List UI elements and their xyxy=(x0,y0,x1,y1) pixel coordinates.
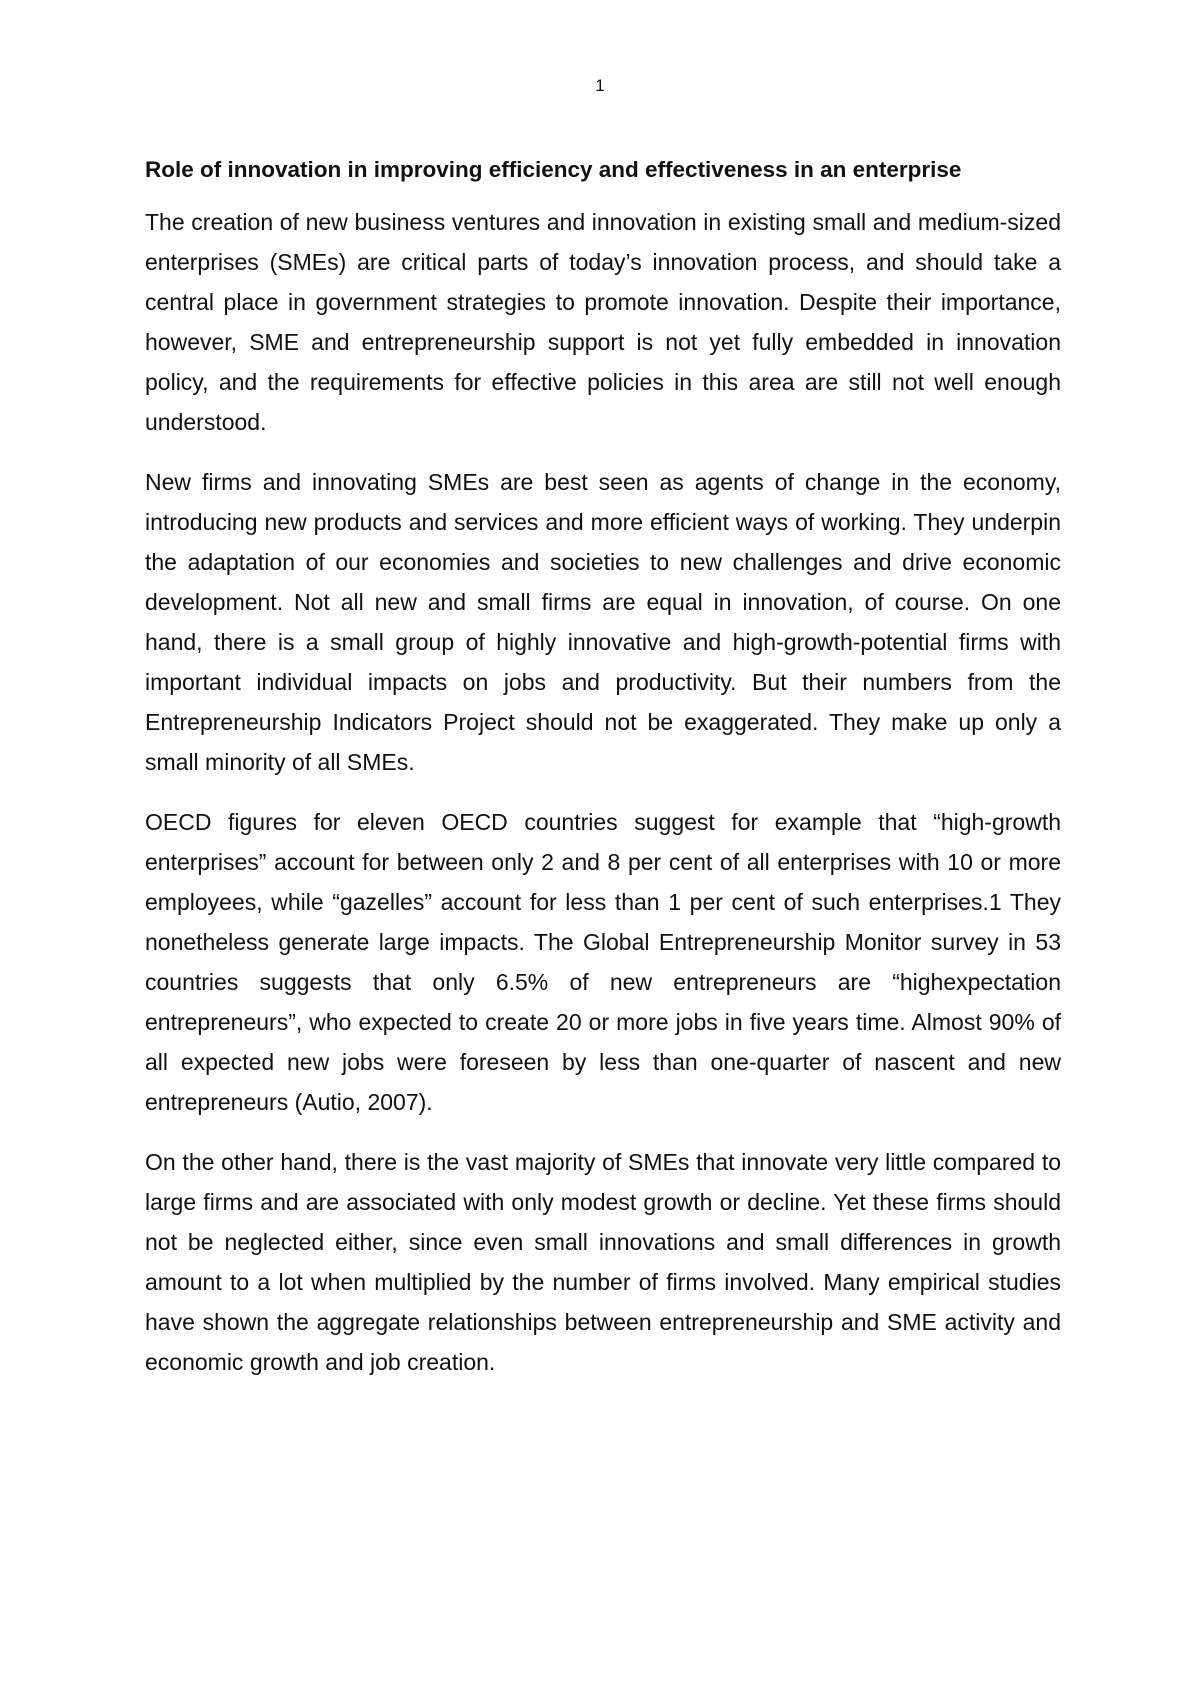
document-body xyxy=(145,150,1061,1402)
paragraph-2: New firms and innovating SMEs are best seen as agents of change in the economy, introducing new products and services and more efficient ways of working. They underpin the adaptation of our economies and societies to new challenges and drive economic development. Not all new and small firms are equal in innovation, of course. On one hand, there is a small group of highly innovative and high-growth-potential firms with important individual impacts on jobs and productivity. But their numbers from the Entrepreneurship Indicators Project should not be exaggerated. They make up only a small minority of all SMEs. xyxy=(145,469,1061,775)
document-title: Role of innovation in improving efficiency and effectiveness in an enterprise xyxy=(145,157,962,182)
page-number: 1 xyxy=(595,76,605,95)
paragraph-3: OECD figures for eleven OECD countries suggest for example that “high-growth enterprises” account for between only 2 and 8 per cent of all enterprises with 10 or more employees, while “gazelles” account for less than 1 per cent of such enterprises.1 They nonetheless generate large impacts. The Global Entrepreneurship Monitor survey in 53 countries suggests that only 6.5% of new entrepreneurs are “highexpectation entrepreneurs”, who expected to create 20 or more jobs in five years time. Almost 90% of all expected new jobs were foreseen by less than one-quarter of nascent and new entrepreneurs (Autio, 2007). xyxy=(145,809,1061,1115)
paragraph-1: The creation of new business ventures and innovation in existing small and medium-sized enterprises (SMEs) are critical parts of today’s innovation process, and should take a central place in government strategies to promote innovation. Despite their importance, however, SME and entrepreneurship support is not yet fully embedded in innovation policy, and the requirements for effective policies in this area are still not well enough understood. xyxy=(145,209,1061,435)
paragraph-4: On the other hand, there is the vast majority of SMEs that innovate very little compared to large firms and are associated with only modest growth or decline. Yet these firms should not be neglected either, since even small innovations and small differences in growth amount to a lot when multiplied by the number of firms involved. Many empirical studies have shown the aggregate relationships between entrepreneurship and SME activity and economic growth and job creation. xyxy=(145,1149,1061,1375)
